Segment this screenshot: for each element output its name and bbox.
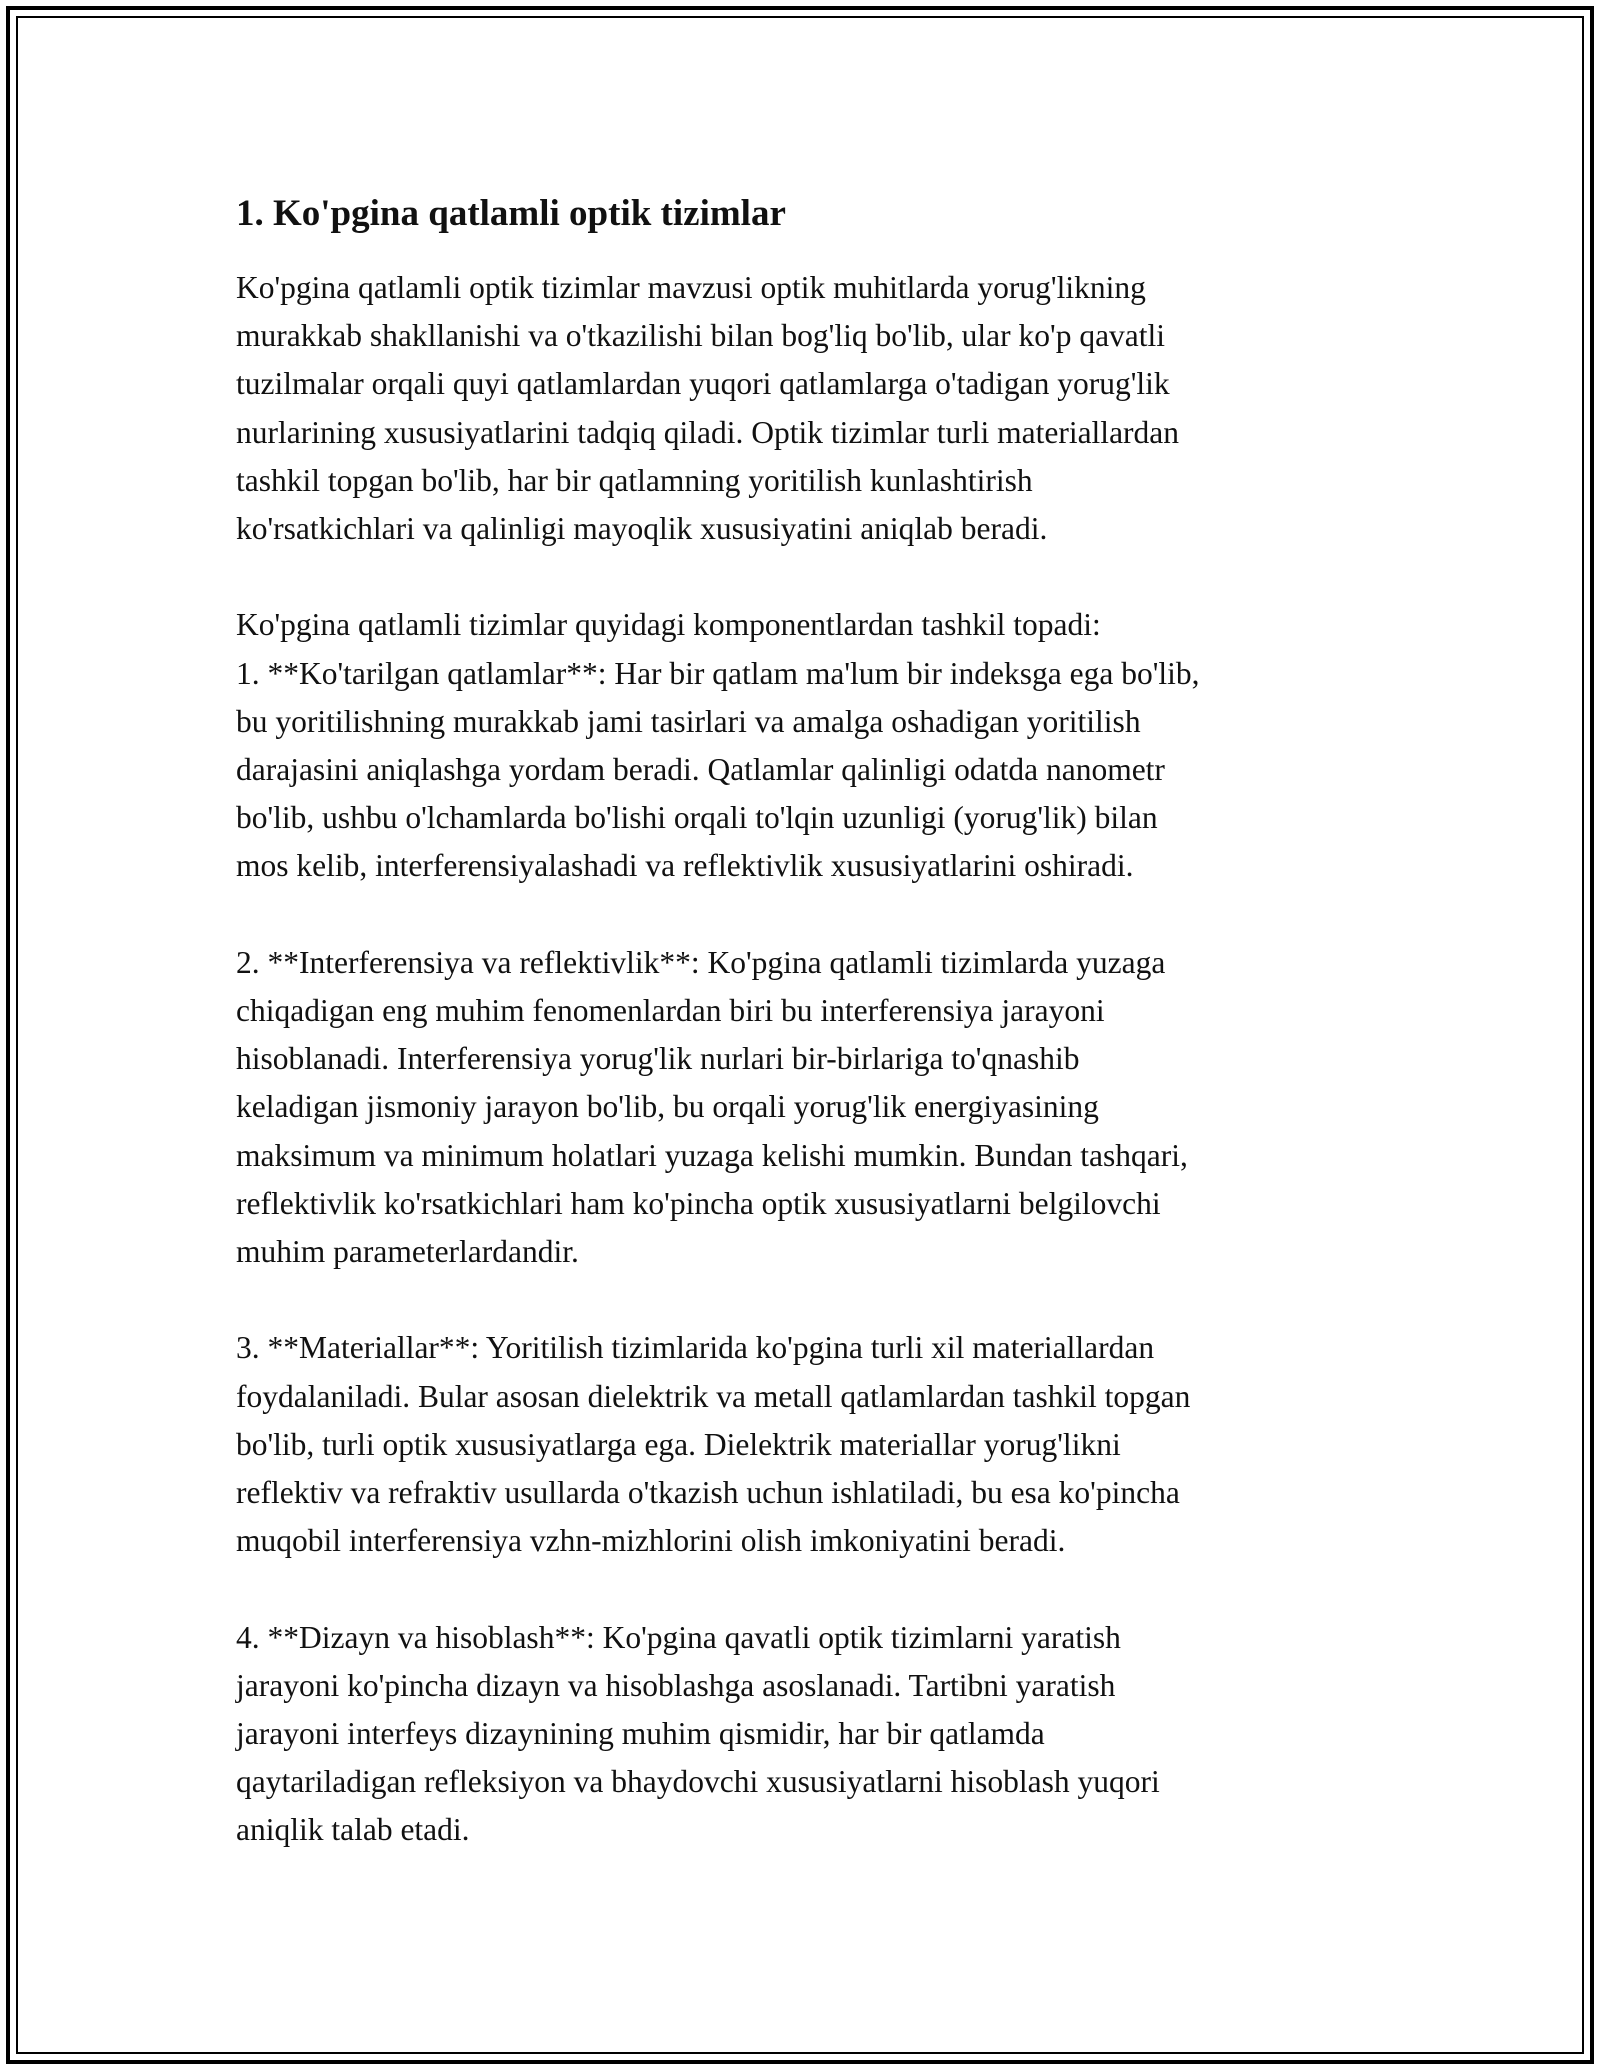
section-heading: 1. Ko'pgina qatlamli optik tizimlar xyxy=(236,193,786,234)
paragraph-spacer xyxy=(236,553,1376,601)
design-paragraph: 4. **Dizayn va hisoblash**: Ko'pgina qavatli optik tizimlarni yaratish jarayoni ko'pincha dizayn va hisoblashga asoslanadi. Tartibni yaratish jarayoni interfeys dizaynining muhim qismidir, har bir qatlamda qaytariladigan refleksiyon va bhaydovchi xususiyatlarni hisoblash yuqori aniqlik talab etadi. xyxy=(236,1619,1160,1848)
interference-paragraph: 2. **Interferensiya va reflektivlik**: Ko'pgina qatlamli tizimlarda yuzaga chiqadigan eng muhim fenomenlardan biri bu interferensiya jarayoni hisoblanadi. Interferensiya yorug'lik nurlari bir-birlariga to'qnashib keladigan jismoniy jarayon bo'lib, bu orqali yorug'lik energiyasining maksimum va minimum holatlari yuzaga kelishi mumkin. Bundan tashqari, reflektivlik ko'rsatkichlari ham ko'pincha optik xususiyatlarni belgilovchi muhim parameterlardandir. xyxy=(236,944,1188,1270)
intro-paragraph: Ko'pgina qatlamli optik tizimlar mavzusi optik muhitlarda yorug'likning murakkab shakllanishi va o'tkazilishi bilan bog'liq bo'lib, ular ko'p qavatli tuzilmalar orqali quyi qatlamlardan yuqori qatlamlarga o'tadigan yorug'lik nurlarining xususiyatlarini tadqiq qiladi. Optik tizimlar turli materiallardan tashkil topgan bo'lib, har bir qatlamning yoritilish kunlashtirish ko'rsatkichlari va qalinligi mayoqlik xususiyatini aniqlab beradi. xyxy=(236,270,1180,547)
paragraph-spacer xyxy=(236,1276,1376,1324)
materials-paragraph: 3. **Materiallar**: Yoritilish tizimlarida ko'pgina turli xil materiallardan foydalaniladi. Bular asosan dielektrik va metall qatlamlardan tashkil topgan bo'lib, turli optik xususiyatlarga ega. Dielektrik materiallar yorug'likni reflektiv va refraktiv usullarda o'tkazish uchun ishlatiladi, bu esa ko'pincha muqobil interferensiya vzhn-mizhlorini olish imkoniyatini beradi. xyxy=(236,1330,1191,1559)
components-paragraph: Ko'pgina qatlamli tizimlar quyidagi komponentlardan tashkil topadi: 1. **Ko'tarilgan qatlamlar**: Har bir qatlam ma'lum bir indeksga ega bo'lib, bu yoritilishning murakkab jami tasirlari va amalga oshadigan yoritilish darajasini aniqlashga yordam beradi. Qatlamlar qalinligi odatda nanometr bo'lib, ushbu o'lchamlarda bo'lishi orqali to'lqin uzunligi (yorug'lik) bilan mos kelib, interferensiyalashadi va reflektivlik xususiyatlarini oshiradi. xyxy=(236,607,1200,884)
document-body xyxy=(236,186,1376,1855)
paragraph-spacer xyxy=(236,891,1376,939)
paragraph-spacer xyxy=(236,1565,1376,1613)
